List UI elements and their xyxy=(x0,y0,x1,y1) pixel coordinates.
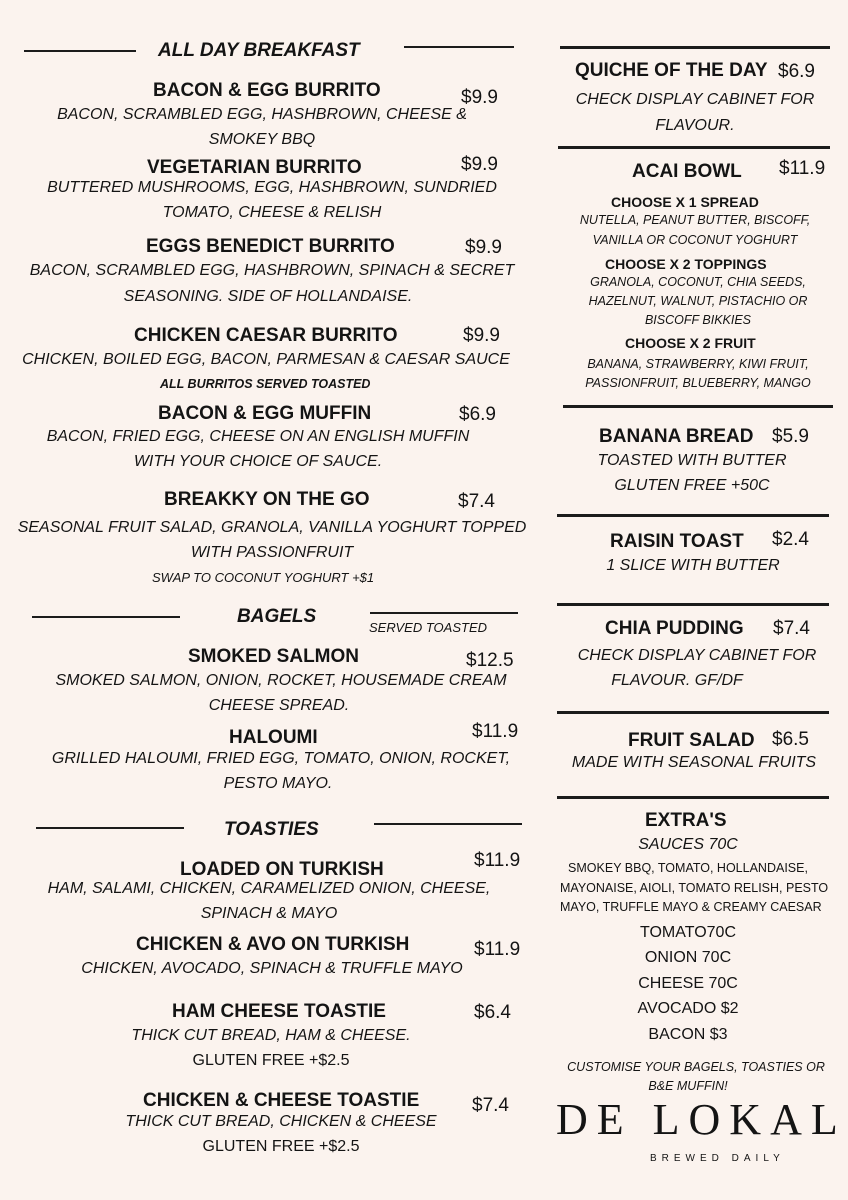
item-price: $11.9 xyxy=(472,721,519,742)
extras-item: AVOCADO $2 xyxy=(637,1000,739,1017)
item-name: CHICKEN & CHEESE TOASTIE xyxy=(143,1090,420,1111)
item-name: CHICKEN CAESAR BURRITO xyxy=(134,325,398,346)
item-price: $7.4 xyxy=(773,618,810,639)
acai-group-text: HAZELNUT, WALNUT, PISTACHIO OR xyxy=(588,294,808,308)
item-name: FRUIT SALAD xyxy=(628,730,755,751)
divider xyxy=(370,612,518,614)
acai-group-text: NUTELLA, PEANUT BUTTER, BISCOFF, xyxy=(579,213,811,227)
item-name: CHIA PUDDING xyxy=(605,618,744,639)
item-desc: SPINACH & MAYO xyxy=(200,905,338,922)
extras-item: BACON $3 xyxy=(648,1026,728,1043)
item-desc: BUTTERED MUSHROOMS, EGG, HASHBROWN, SUNDRIED xyxy=(47,179,497,196)
item-desc: THICK CUT BREAD, CHICKEN & CHEESE xyxy=(125,1113,437,1130)
item-desc: SEASONAL FRUIT SALAD, GRANOLA, VANILLA YOGHURT TOPPED xyxy=(17,519,527,536)
item-name: BACON & EGG BURRITO xyxy=(153,80,381,101)
item-desc: CHECK DISPLAY CABINET FOR xyxy=(577,647,817,664)
bagels-note: SERVED TOASTED xyxy=(369,620,487,635)
item-desc: FLAVOUR. GF/DF xyxy=(611,672,743,689)
item-price: $6.9 xyxy=(459,404,496,425)
item-price: $9.9 xyxy=(465,237,502,258)
item-price: $7.4 xyxy=(458,491,495,512)
item-price: $11.9 xyxy=(474,939,521,960)
item-price: $7.4 xyxy=(472,1095,509,1116)
item-price: $9.9 xyxy=(461,154,498,175)
item-price: $11.9 xyxy=(474,850,521,871)
extras-sauces: SAUCES 70C xyxy=(638,836,738,853)
item-name: QUICHE OF THE DAY xyxy=(575,60,768,81)
section-title-toasties: TOASTIES xyxy=(224,819,319,840)
item-price: $11.9 xyxy=(779,158,826,179)
item-name: EGGS BENEDICT BURRITO xyxy=(146,236,395,257)
item-price: $2.4 xyxy=(772,529,809,550)
item-desc: BACON, FRIED EGG, CHEESE ON AN ENGLISH MUFFIN xyxy=(46,428,470,445)
item-price: $9.9 xyxy=(461,87,498,108)
item-desc: THICK CUT BREAD, HAM & CHEESE. xyxy=(131,1027,411,1044)
acai-group-text: BISCOFF BIKKIES xyxy=(644,313,752,327)
divider xyxy=(560,46,830,49)
item-desc: FLAVOUR. xyxy=(655,117,735,134)
acai-group-text: GRANOLA, COCONUT, CHIA SEEDS, xyxy=(590,275,806,289)
gluten-free-note: GLUTEN FREE +$2.5 xyxy=(202,1138,360,1155)
item-desc: TOMATO, CHEESE & RELISH xyxy=(162,204,382,221)
item-price: $6.9 xyxy=(778,61,815,82)
divider xyxy=(404,46,514,48)
item-desc: TOASTED WITH BUTTER xyxy=(597,452,787,469)
extras-item: ONION 70C xyxy=(644,949,732,966)
brand-logo: DE LOKAL xyxy=(556,1095,847,1144)
item-desc: BACON, SCRAMBLED EGG, HASHBROWN, CHEESE & xyxy=(57,106,467,123)
acai-group-text: VANILLA OR COCONUT YOGHURT xyxy=(592,233,798,247)
section-title-bagels: BAGELS xyxy=(237,606,317,627)
item-name: HAM CHEESE TOASTIE xyxy=(172,1001,386,1022)
acai-group-heading: CHOOSE X 2 TOPPINGS xyxy=(605,256,767,272)
item-desc: GLUTEN FREE +50C xyxy=(614,477,770,494)
item-desc: BACON, SCRAMBLED EGG, HASHBROWN, SPINACH & SECRET xyxy=(29,262,515,279)
divider xyxy=(557,514,829,517)
item-price: $12.5 xyxy=(466,650,514,671)
item-desc: HAM, SALAMI, CHICKEN, CARAMELIZED ONION, CHEESE, xyxy=(47,880,491,897)
extras-sauce-list: MAYO, TRUFFLE MAYO & CREAMY CAESAR xyxy=(560,900,822,914)
item-desc: WITH YOUR CHOICE OF SAUCE. xyxy=(133,453,383,470)
item-name: LOADED ON TURKISH xyxy=(180,859,384,880)
item-desc: SMOKED SALMON, ONION, ROCKET, HOUSEMADE CREAM xyxy=(55,672,507,689)
divider xyxy=(557,711,829,714)
item-name: BREAKKY ON THE GO xyxy=(164,489,370,510)
extras-sauce-list: SMOKEY BBQ, TOMATO, HOLLANDAISE, xyxy=(568,861,808,875)
item-name: HALOUMI xyxy=(229,727,318,748)
item-desc: MADE WITH SEASONAL FRUITS xyxy=(571,754,817,771)
item-price: $9.9 xyxy=(463,325,500,346)
item-name: VEGETARIAN BURRITO xyxy=(147,157,362,178)
item-desc: CHEESE SPREAD. xyxy=(208,697,350,714)
divider xyxy=(374,823,522,825)
acai-group-text: BANANA, STRAWBERRY, KIWI FRUIT, xyxy=(587,357,809,371)
burrito-note: ALL BURRITOS SERVED TOASTED xyxy=(160,377,371,391)
item-name: RAISIN TOAST xyxy=(610,531,744,552)
item-desc: CHECK DISPLAY CABINET FOR xyxy=(575,91,815,108)
item-price: $6.5 xyxy=(772,729,809,750)
extras-item: CHEESE 70C xyxy=(638,975,738,992)
divider xyxy=(557,603,829,606)
item-price: $5.9 xyxy=(772,426,809,447)
item-desc: GRILLED HALOUMI, FRIED EGG, TOMATO, ONION, ROCKET, xyxy=(51,750,511,767)
divider xyxy=(32,616,180,618)
extras-item: TOMATO70C xyxy=(639,924,737,941)
section-title-breakfast: ALL DAY BREAKFAST xyxy=(158,40,360,61)
item-desc: 1 SLICE WITH BUTTER xyxy=(606,557,780,574)
divider xyxy=(557,796,829,799)
divider xyxy=(24,50,136,52)
item-name: BACON & EGG MUFFIN xyxy=(158,403,372,424)
brand-tagline: BREWED DAILY xyxy=(650,1153,785,1164)
customise-note: CUSTOMISE YOUR BAGELS, TOASTIES OR xyxy=(567,1060,825,1074)
item-desc: PESTO MAYO. xyxy=(223,775,333,792)
item-note: SWAP TO COCONUT YOGHURT +$1 xyxy=(152,570,375,585)
item-desc: SMOKEY BBQ xyxy=(208,131,316,148)
acai-group-text: PASSIONFRUIT, BLUEBERRY, MANGO xyxy=(585,376,811,390)
item-name: CHICKEN & AVO ON TURKISH xyxy=(136,934,410,955)
gluten-free-note: GLUTEN FREE +$2.5 xyxy=(192,1052,350,1069)
item-desc: CHICKEN, BOILED EGG, BACON, PARMESAN & CAESAR SAUCE xyxy=(22,351,510,368)
item-desc: CHICKEN, AVOCADO, SPINACH & TRUFFLE MAYO xyxy=(81,960,463,977)
item-name: BANANA BREAD xyxy=(599,426,754,447)
item-name: SMOKED SALMON xyxy=(188,646,359,667)
acai-group-heading: CHOOSE X 1 SPREAD xyxy=(611,194,759,210)
extras-sauce-list: MAYONAISE, AIOLI, TOMATO RELISH, PESTO xyxy=(560,881,829,895)
item-desc: WITH PASSIONFRUIT xyxy=(190,544,354,561)
acai-group-heading: CHOOSE X 2 FRUIT xyxy=(625,335,756,351)
customise-note: B&E MUFFIN! xyxy=(648,1079,728,1093)
divider xyxy=(558,146,830,149)
divider xyxy=(563,405,833,408)
item-desc: SEASONING. SIDE OF HOLLANDAISE. xyxy=(123,288,413,305)
extras-title: EXTRA'S xyxy=(645,810,727,831)
divider xyxy=(36,827,184,829)
item-price: $6.4 xyxy=(474,1002,511,1023)
item-name: ACAI BOWL xyxy=(632,161,742,182)
